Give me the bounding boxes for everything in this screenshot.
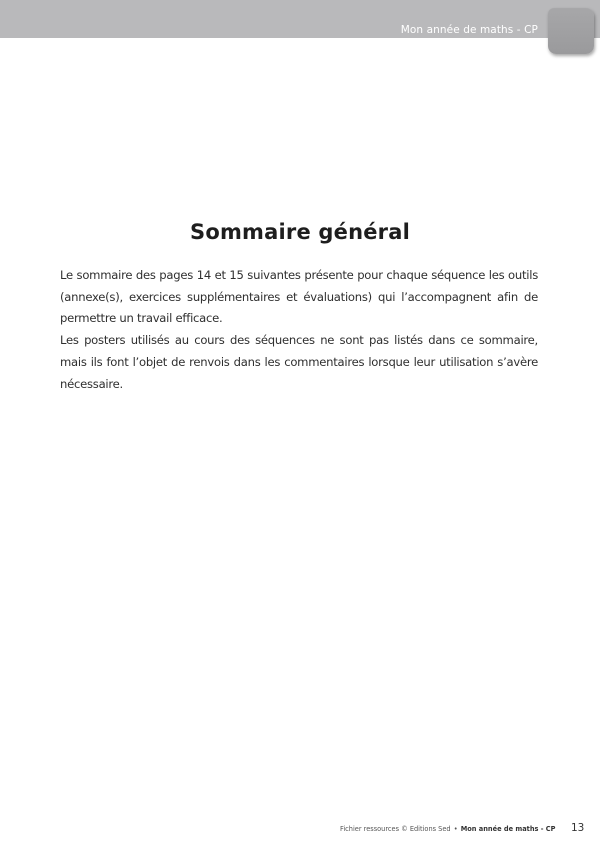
- body-text: [60, 265, 538, 395]
- footer-credit: Fichier ressources © Editions Sed: [340, 825, 451, 833]
- paragraph-intro: Le sommaire des pages 14 et 15 suivantes présente pour chaque séquence les outils (annexe(s), exercices supplémentaires et évaluations) qui l’accompagnent afin de permettre un travail efficace.: [60, 268, 538, 326]
- footer-book-title: Mon année de maths - CP: [460, 825, 556, 833]
- footer-separator: •: [453, 825, 458, 833]
- page-number: 13: [571, 822, 585, 834]
- footer-credit-line: [340, 825, 555, 833]
- page-tab: [548, 8, 594, 54]
- page-title: Sommaire général: [190, 220, 410, 244]
- paragraph-posters: Les posters utilisés au cours des séquences ne sont pas listés dans ce sommaire, mais ils font l’objet de renvois dans les commentaires lorsque leur utilisation s’avère nécessaire.: [60, 333, 538, 391]
- header-title: Mon année de maths - CP: [400, 24, 538, 36]
